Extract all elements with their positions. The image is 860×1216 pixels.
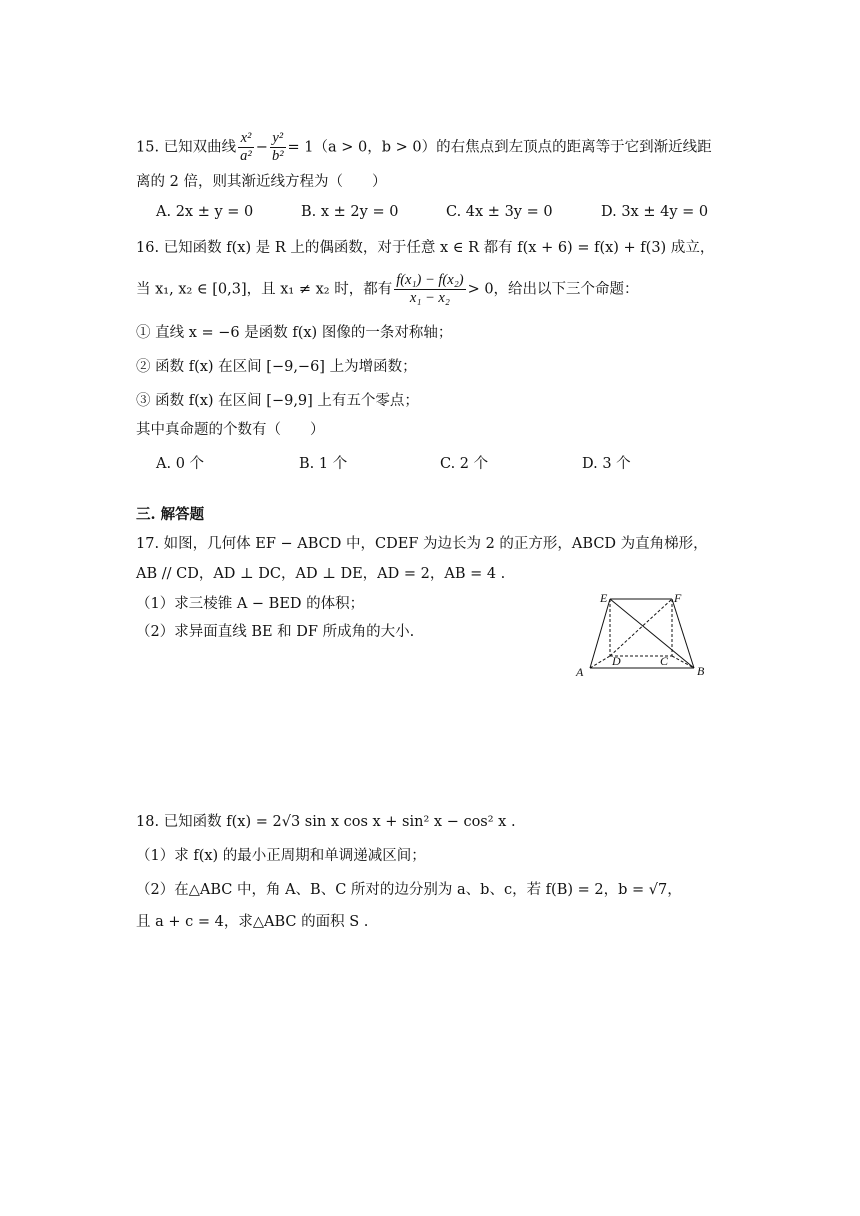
q17-line2: AB // CD，AD ⊥ DC，AD ⊥ DE，AD = 2，AB = 4 . bbox=[136, 566, 506, 582]
q16-prop-2: ② 函数 f(x) 在区间 [−9,−6] 上为增函数； bbox=[136, 359, 417, 375]
q15-option-c: C. 4x ± 3y = 0 bbox=[446, 204, 553, 220]
q15-line2: 离的 2 倍，则其渐近线方程为（ ） bbox=[136, 174, 387, 190]
q18-part3: 且 a + c = 4，求△ABC 的面积 S . bbox=[136, 914, 369, 930]
q17-part2: （2）求异面直线 BE 和 DF 所成角的大小. bbox=[136, 624, 415, 640]
q15-frac2: $\frac{\text{y²}}{\text{b²}}$ bbox=[271, 130, 284, 164]
q16-prop-1: ① 直线 x = −6 是函数 f(x) 图像的一条对称轴； bbox=[136, 325, 453, 341]
edge-EB bbox=[610, 599, 694, 668]
q17-line1: 17. 如图，几何体 EF − ABCD 中，CDEF 为边长为 2 的正方形，ABCD 为直角梯形， bbox=[136, 536, 708, 552]
q16-question: 其中真命题的个数有（ ） bbox=[136, 422, 325, 438]
q16-prop-3: ③ 函数 f(x) 在区间 [−9,9] 上有五个零点； bbox=[136, 393, 419, 409]
label-B: B bbox=[697, 664, 705, 678]
q16-option-b: B. 1 个 bbox=[299, 456, 348, 472]
q15-frac1: $\frac{\text{x²}}{\text{a²}}$ bbox=[240, 130, 252, 164]
label-E: E bbox=[600, 591, 608, 605]
q15-text-a: 已知双曲线 bbox=[163, 139, 237, 156]
q18-part1: （1）求 f(x) 的最小正周期和单调递减区间； bbox=[136, 848, 426, 864]
q15-text-b: = 1（a > 0，b > 0）的右焦点到左顶点的距离等于它到渐近线距 bbox=[287, 139, 712, 156]
edge-FB bbox=[672, 599, 694, 668]
q16-line2: 当 x₁, x₂ ∈ [0,3]，且 x₁ ≠ x₂ 时，都有 $\frac{\text{f(x₁) − f(x₂)}}{\text{x₁ − x₂}}$ > 0，给出以下三个命题： bbox=[136, 272, 639, 306]
q16-frac: $\frac{\text{f(x₁) − f(x₂)}}{\text{x₁ − x₂}}$ bbox=[396, 272, 464, 306]
q15-option-b: B. x ± 2y = 0 bbox=[301, 204, 399, 220]
section-title: 三. 解答题 bbox=[136, 506, 205, 523]
label-D: D bbox=[612, 654, 621, 668]
edge-EA bbox=[590, 599, 610, 668]
label-C: C bbox=[660, 654, 669, 668]
edge-DF bbox=[610, 599, 672, 656]
q15-option-d: D. 3x ± 4y = 0 bbox=[601, 204, 709, 220]
geometry-figure bbox=[570, 590, 710, 680]
q16-option-a: A. 0 个 bbox=[156, 456, 205, 472]
label-A: A bbox=[576, 665, 584, 679]
q15-line1: 15. 已知双曲线 $\frac{\text{x²}}{\text{a²}}$ − $\frac{\text{y²}}{\text{b²}}$ = 1（a > 0，b > 0）的右焦点到左顶点的距离等于它到渐近线距 bbox=[136, 130, 712, 164]
q15-number: 15. bbox=[136, 139, 160, 156]
label-F: F bbox=[674, 591, 682, 605]
q16-option-d: D. 3 个 bbox=[582, 456, 631, 472]
q17-part1: （1）求三棱锥 A − BED 的体积； bbox=[136, 596, 365, 612]
q18-line1: 18. 已知函数 f(x) = 2√3 sin x cos x + sin² x − cos² x . bbox=[136, 814, 516, 830]
q16-option-c: C. 2 个 bbox=[440, 456, 489, 472]
q18-part2: （2）在△ABC 中，角 A、B、C 所对的边分别为 a、b、c，若 f(B) = 2，b = √7， bbox=[136, 882, 682, 898]
q15-option-a: A. 2x ± y = 0 bbox=[156, 204, 254, 220]
q16-line1: 16. 已知函数 f(x) 是 R 上的偶函数，对于任意 x ∈ R 都有 f(x + 6) = f(x) + f(3) 成立， bbox=[136, 240, 715, 256]
